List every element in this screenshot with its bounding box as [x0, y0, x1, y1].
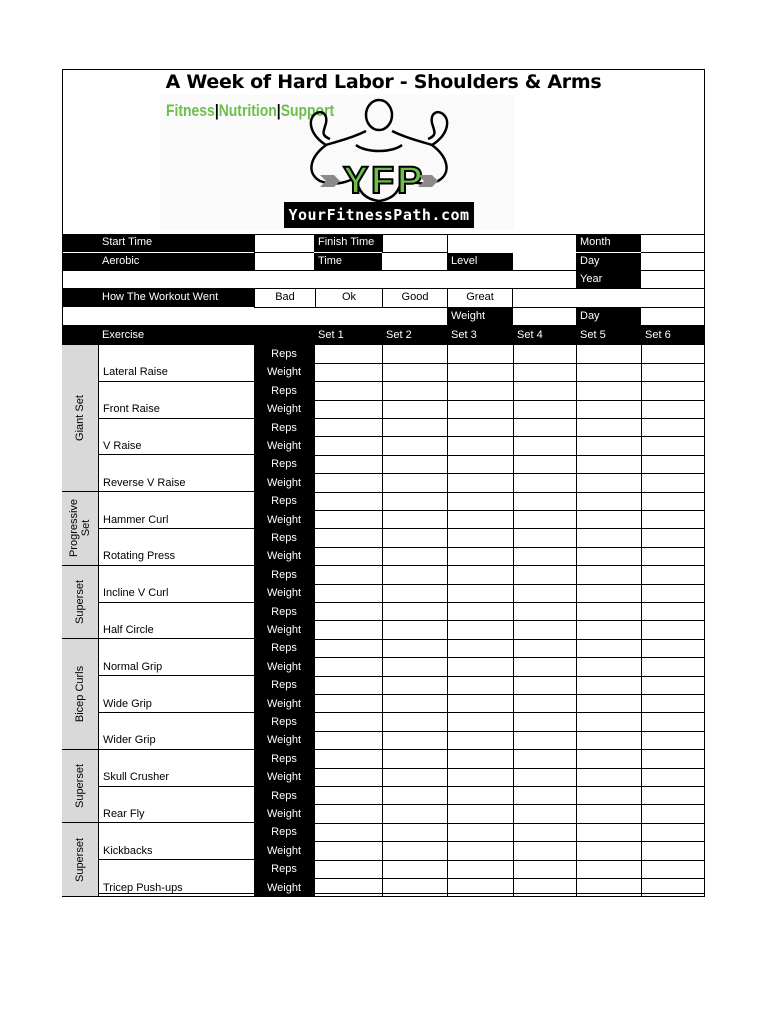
- reps-input-set-5[interactable]: [576, 676, 642, 695]
- exercise-name: Tricep Push-ups: [98, 860, 254, 897]
- reps-input-set-3[interactable]: [447, 823, 514, 842]
- logo: [160, 95, 515, 230]
- weight-label: Weight: [254, 400, 314, 418]
- rating-ok[interactable]: Ok: [315, 289, 382, 308]
- set-header-6: Set 6: [645, 329, 671, 341]
- reps-input-set-2[interactable]: [382, 566, 448, 585]
- exercise-name: Reverse V Raise: [98, 455, 254, 492]
- reps-input-set-1[interactable]: [314, 492, 383, 511]
- reps-input-set-2[interactable]: [382, 419, 448, 438]
- weight-input-set-5[interactable]: [576, 768, 642, 787]
- reps-input-set-4[interactable]: [513, 713, 577, 732]
- page-title: A Week of Hard Labor - Shoulders & Arms: [165, 71, 602, 93]
- weight-input-set-6[interactable]: [641, 584, 705, 603]
- reps-input-set-4[interactable]: [513, 860, 577, 879]
- reps-input-set-6[interactable]: [641, 492, 705, 511]
- set-header-2: Set 2: [386, 329, 412, 341]
- set-header-5: Set 5: [580, 329, 606, 341]
- reps-input-set-1[interactable]: [314, 455, 383, 474]
- reps-input-set-4[interactable]: [513, 455, 577, 474]
- time-label: Time: [314, 253, 382, 271]
- weight-input-set-1[interactable]: [314, 584, 383, 603]
- weight-input-set-1[interactable]: [314, 437, 383, 456]
- reps-input-set-2[interactable]: [382, 382, 448, 401]
- weight-input-set-5[interactable]: [576, 805, 642, 824]
- reps-input-set-3[interactable]: [447, 603, 514, 622]
- reps-input-set-6[interactable]: [641, 750, 705, 769]
- weight-input-set-4[interactable]: [513, 584, 577, 603]
- reps-input-set-1[interactable]: [314, 345, 383, 364]
- exercise-name: Front Raise: [98, 382, 254, 419]
- weight-input-set-1[interactable]: [314, 879, 383, 898]
- reps-input-set-2[interactable]: [382, 455, 448, 474]
- reps-input-set-2[interactable]: [382, 676, 448, 695]
- weight-input-set-2[interactable]: [382, 879, 448, 898]
- reps-input-set-5[interactable]: [576, 492, 642, 511]
- reps-input-set-3[interactable]: [447, 455, 514, 474]
- weight-input-set-4[interactable]: [513, 658, 577, 677]
- weight-label: Weight: [254, 842, 314, 860]
- weight-input-set-3[interactable]: [447, 584, 514, 603]
- reps-input-set-2[interactable]: [382, 860, 448, 879]
- exercise-header: Exercise: [102, 329, 145, 341]
- weight-input-set-5[interactable]: [576, 474, 642, 493]
- reps-input-set-6[interactable]: [641, 455, 705, 474]
- weight-input-set-6[interactable]: [641, 731, 705, 750]
- logo-site-name: YourFitnessPath.com: [284, 202, 474, 228]
- group-label-cell: [62, 345, 98, 492]
- reps-input-set-1[interactable]: [314, 713, 383, 732]
- weight-label: Weight: [254, 658, 314, 676]
- weight-label: Weight: [254, 621, 314, 639]
- group-label-cell: [62, 823, 98, 897]
- weight-input-set-3[interactable]: [447, 400, 514, 419]
- reps-input-set-6[interactable]: [641, 603, 705, 622]
- reps-input-set-5[interactable]: [576, 713, 642, 732]
- reps-input-set-2[interactable]: [382, 823, 448, 842]
- weight-input-set-3[interactable]: [447, 768, 514, 787]
- weight-input-set-4[interactable]: [513, 879, 577, 898]
- tagline-nutrition: Nutrition: [218, 101, 277, 120]
- rating-good[interactable]: Good: [382, 289, 447, 308]
- weight-label: Weight: [254, 695, 314, 713]
- weight-input-set-6[interactable]: [641, 437, 705, 456]
- group-label: Superset: [74, 837, 86, 882]
- tagline-support: Support: [280, 101, 335, 120]
- reps-input-set-5[interactable]: [576, 787, 642, 806]
- reps-label: Reps: [254, 639, 314, 657]
- exercise-name: V Raise: [98, 419, 254, 456]
- weight-input-set-5[interactable]: [576, 437, 642, 456]
- reps-input-set-5[interactable]: [576, 639, 642, 658]
- reps-input-set-1[interactable]: [314, 750, 383, 769]
- weight-input-set-4[interactable]: [513, 731, 577, 750]
- logo-letter-p: P: [397, 160, 423, 202]
- reps-input-set-6[interactable]: [641, 382, 705, 401]
- reps-input-set-5[interactable]: [576, 419, 642, 438]
- weight-input-set-6[interactable]: [641, 511, 705, 530]
- reps-input-set-6[interactable]: [641, 787, 705, 806]
- day2-label: Day: [576, 308, 641, 326]
- reps-label: Reps: [254, 529, 314, 547]
- reps-input-set-5[interactable]: [576, 529, 642, 548]
- weight-input-set-1[interactable]: [314, 474, 383, 493]
- weight-input-set-2[interactable]: [382, 400, 448, 419]
- weight-input-set-3[interactable]: [447, 805, 514, 824]
- rating-notes-field[interactable]: [513, 289, 705, 308]
- level-field[interactable]: [513, 253, 576, 271]
- reps-input-set-6[interactable]: [641, 860, 705, 879]
- group-label-cell: [62, 566, 98, 640]
- aerobic-field[interactable]: [254, 253, 314, 271]
- weight-input-set-2[interactable]: [382, 768, 448, 787]
- how-workout-went-label: How The Workout Went: [102, 291, 219, 303]
- weight-input-set-6[interactable]: [641, 363, 705, 382]
- weight-input-set-6[interactable]: [641, 474, 705, 493]
- weight-input-set-1[interactable]: [314, 400, 383, 419]
- weight-input-set-2[interactable]: [382, 437, 448, 456]
- reps-input-set-2[interactable]: [382, 492, 448, 511]
- reps-input-set-1[interactable]: [314, 676, 383, 695]
- start-time-field[interactable]: [254, 234, 314, 253]
- year-label: Year: [576, 271, 641, 289]
- reps-label: Reps: [254, 603, 314, 621]
- weight-input-set-1[interactable]: [314, 363, 383, 382]
- weight-input-set-3[interactable]: [447, 363, 514, 382]
- weight-input-set-4[interactable]: [513, 547, 577, 566]
- exercise-name: Rotating Press: [98, 529, 254, 566]
- weight-input-set-4[interactable]: [513, 474, 577, 493]
- weight-input-set-1[interactable]: [314, 511, 383, 530]
- group-label: Superset: [74, 580, 86, 625]
- exercise-name: Kickbacks: [98, 823, 254, 860]
- reps-input-set-6[interactable]: [641, 713, 705, 732]
- aerobic-label: Aerobic: [102, 255, 140, 267]
- reps-label: Reps: [254, 860, 314, 878]
- reps-input-set-6[interactable]: [641, 676, 705, 695]
- weight-label: Weight: [254, 584, 314, 602]
- reps-input-set-4[interactable]: [513, 823, 577, 842]
- weight-input-set-6[interactable]: [641, 768, 705, 787]
- weight-input-set-6[interactable]: [641, 658, 705, 677]
- weight-input-set-2[interactable]: [382, 695, 448, 714]
- weight-input-set-1[interactable]: [314, 695, 383, 714]
- weight-input-set-5[interactable]: [576, 511, 642, 530]
- weight-input-set-1[interactable]: [314, 658, 383, 677]
- reps-input-set-6[interactable]: [641, 345, 705, 364]
- exercise-name: Wide Grip: [98, 676, 254, 713]
- reps-input-set-6[interactable]: [641, 529, 705, 548]
- weight-input-set-6[interactable]: [641, 400, 705, 419]
- reps-input-set-6[interactable]: [641, 566, 705, 585]
- weight-input-set-1[interactable]: [314, 805, 383, 824]
- weight-label: Weight: [447, 308, 513, 326]
- weight-input-set-2[interactable]: [382, 584, 448, 603]
- reps-input-set-6[interactable]: [641, 639, 705, 658]
- reps-input-set-3[interactable]: [447, 676, 514, 695]
- weight-input-set-3[interactable]: [447, 437, 514, 456]
- exercise-name: Wider Grip: [98, 713, 254, 750]
- weight-input-set-1[interactable]: [314, 731, 383, 750]
- reps-label: Reps: [254, 823, 314, 841]
- reps-input-set-4[interactable]: [513, 419, 577, 438]
- reps-input-set-1[interactable]: [314, 787, 383, 806]
- reps-input-set-1[interactable]: [314, 529, 383, 548]
- reps-input-set-5[interactable]: [576, 345, 642, 364]
- reps-input-set-5[interactable]: [576, 455, 642, 474]
- weight-input-set-1[interactable]: [314, 621, 383, 640]
- reps-input-set-1[interactable]: [314, 382, 383, 401]
- finish-time-label: Finish Time: [314, 234, 382, 252]
- weight-input-set-5[interactable]: [576, 547, 642, 566]
- reps-label: Reps: [254, 787, 314, 805]
- logo-letter-f: F: [371, 160, 395, 202]
- weight-input-set-2[interactable]: [382, 547, 448, 566]
- level-label: Level: [447, 253, 513, 271]
- weight-input-set-5[interactable]: [576, 363, 642, 382]
- weight-input-set-4[interactable]: [513, 437, 577, 456]
- reps-input-set-1[interactable]: [314, 860, 383, 879]
- weight-input-set-2[interactable]: [382, 621, 448, 640]
- reps-input-set-2[interactable]: [382, 345, 448, 364]
- weight-input-set-4[interactable]: [513, 400, 577, 419]
- weight-field[interactable]: [513, 308, 576, 326]
- exercise-name: Rear Fly: [98, 787, 254, 824]
- reps-input-set-4[interactable]: [513, 529, 577, 548]
- weight-label: Weight: [254, 474, 314, 492]
- reps-input-set-2[interactable]: [382, 603, 448, 622]
- day-label: Day: [576, 253, 641, 271]
- weight-label: Weight: [254, 363, 314, 381]
- weight-input-set-6[interactable]: [641, 547, 705, 566]
- exercise-name: Skull Crusher: [98, 750, 254, 787]
- exercise-name: Hammer Curl: [98, 492, 254, 529]
- weight-input-set-4[interactable]: [513, 695, 577, 714]
- reps-label: Reps: [254, 713, 314, 731]
- logo-letter-y: Y: [343, 160, 369, 202]
- reps-input-set-3[interactable]: [447, 492, 514, 511]
- weight-label: Weight: [254, 731, 314, 749]
- reps-input-set-3[interactable]: [447, 419, 514, 438]
- reps-label: Reps: [254, 492, 314, 510]
- reps-input-set-4[interactable]: [513, 639, 577, 658]
- reps-input-set-3[interactable]: [447, 382, 514, 401]
- reps-label: Reps: [254, 676, 314, 694]
- exercise-name: Half Circle: [98, 603, 254, 640]
- weight-input-set-3[interactable]: [447, 474, 514, 493]
- reps-input-set-1[interactable]: [314, 566, 383, 585]
- rating-bad[interactable]: Bad: [254, 289, 315, 308]
- reps-label: Reps: [254, 419, 314, 437]
- day-field[interactable]: [641, 253, 705, 271]
- weight-input-set-3[interactable]: [447, 547, 514, 566]
- reps-input-set-4[interactable]: [513, 345, 577, 364]
- reps-input-set-2[interactable]: [382, 787, 448, 806]
- exercise-name: Lateral Raise: [98, 345, 254, 382]
- reps-input-set-2[interactable]: [382, 639, 448, 658]
- weight-input-set-2[interactable]: [382, 363, 448, 382]
- reps-input-set-1[interactable]: [314, 639, 383, 658]
- reps-input-set-1[interactable]: [314, 419, 383, 438]
- reps-input-set-5[interactable]: [576, 860, 642, 879]
- set-header-4: Set 4: [517, 329, 543, 341]
- reps-input-set-3[interactable]: [447, 713, 514, 732]
- group-label: Progressive Set: [68, 499, 92, 558]
- weight-input-set-3[interactable]: [447, 879, 514, 898]
- reps-input-set-2[interactable]: [382, 750, 448, 769]
- weight-input-set-3[interactable]: [447, 621, 514, 640]
- reps-input-set-3[interactable]: [447, 345, 514, 364]
- weight-label: Weight: [254, 768, 314, 786]
- weight-label: Weight: [254, 805, 314, 823]
- weight-input-set-2[interactable]: [382, 805, 448, 824]
- finish-time-field-2[interactable]: [447, 234, 576, 253]
- weight-input-set-3[interactable]: [447, 842, 514, 861]
- tagline-fitness: Fitness: [166, 101, 215, 120]
- month-label: Month: [576, 234, 641, 252]
- weight-input-set-3[interactable]: [447, 658, 514, 677]
- reps-input-set-4[interactable]: [513, 492, 577, 511]
- reps-input-set-4[interactable]: [513, 750, 577, 769]
- weight-input-set-2[interactable]: [382, 658, 448, 677]
- weight-input-set-4[interactable]: [513, 511, 577, 530]
- reps-input-set-5[interactable]: [576, 603, 642, 622]
- weight-input-set-6[interactable]: [641, 621, 705, 640]
- weight-input-set-2[interactable]: [382, 474, 448, 493]
- weight-input-set-2[interactable]: [382, 731, 448, 750]
- reps-input-set-5[interactable]: [576, 823, 642, 842]
- reps-input-set-4[interactable]: [513, 566, 577, 585]
- month-field[interactable]: [641, 234, 705, 253]
- weight-input-set-6[interactable]: [641, 842, 705, 861]
- weight-label: Weight: [254, 879, 314, 897]
- reps-label: Reps: [254, 455, 314, 473]
- weight-label: Weight: [254, 511, 314, 529]
- reps-input-set-4[interactable]: [513, 382, 577, 401]
- weight-input-set-4[interactable]: [513, 768, 577, 787]
- time-field[interactable]: [382, 253, 447, 271]
- group-label: Bicep Curls: [74, 665, 86, 723]
- reps-input-set-3[interactable]: [447, 566, 514, 585]
- reps-label: Reps: [254, 750, 314, 768]
- weight-input-set-2[interactable]: [382, 511, 448, 530]
- logo-tagline: Fitness|Nutrition|Support: [166, 101, 335, 120]
- weight-input-set-2[interactable]: [382, 842, 448, 861]
- weight-input-set-6[interactable]: [641, 879, 705, 898]
- reps-input-set-4[interactable]: [513, 676, 577, 695]
- reps-input-set-2[interactable]: [382, 713, 448, 732]
- weight-input-set-4[interactable]: [513, 621, 577, 640]
- reps-input-set-3[interactable]: [447, 639, 514, 658]
- reps-input-set-3[interactable]: [447, 529, 514, 548]
- reps-input-set-5[interactable]: [576, 750, 642, 769]
- reps-input-set-1[interactable]: [314, 603, 383, 622]
- reps-label: Reps: [254, 345, 314, 363]
- weight-input-set-1[interactable]: [314, 547, 383, 566]
- weight-input-set-5[interactable]: [576, 842, 642, 861]
- weight-input-set-5[interactable]: [576, 695, 642, 714]
- reps-label: Reps: [254, 566, 314, 584]
- weight-input-set-1[interactable]: [314, 842, 383, 861]
- weight-input-set-4[interactable]: [513, 842, 577, 861]
- reps-input-set-2[interactable]: [382, 529, 448, 548]
- weight-input-set-3[interactable]: [447, 695, 514, 714]
- weight-input-set-6[interactable]: [641, 805, 705, 824]
- reps-input-set-5[interactable]: [576, 382, 642, 401]
- reps-input-set-1[interactable]: [314, 823, 383, 842]
- exercise-name: Normal Grip: [98, 639, 254, 676]
- reps-input-set-4[interactable]: [513, 603, 577, 622]
- weight-label: Weight: [254, 547, 314, 565]
- reps-input-set-5[interactable]: [576, 566, 642, 585]
- weight-input-set-5[interactable]: [576, 584, 642, 603]
- group-label: Superset: [74, 764, 86, 809]
- weight-label: Weight: [254, 437, 314, 455]
- weight-input-set-4[interactable]: [513, 805, 577, 824]
- weight-input-set-3[interactable]: [447, 731, 514, 750]
- weight-input-set-5[interactable]: [576, 400, 642, 419]
- weight-input-set-6[interactable]: [641, 695, 705, 714]
- weight-input-set-4[interactable]: [513, 363, 577, 382]
- set-header-1: Set 1: [318, 329, 344, 341]
- reps-input-set-3[interactable]: [447, 787, 514, 806]
- set-header-3: Set 3: [451, 329, 477, 341]
- exercise-name: Incline V Curl: [98, 566, 254, 603]
- weight-input-set-3[interactable]: [447, 511, 514, 530]
- reps-label: Reps: [254, 382, 314, 400]
- weight-input-set-5[interactable]: [576, 879, 642, 898]
- reps-input-set-3[interactable]: [447, 860, 514, 879]
- weight-input-set-5[interactable]: [576, 731, 642, 750]
- year-field[interactable]: [641, 271, 705, 289]
- reps-input-set-6[interactable]: [641, 823, 705, 842]
- weight-input-set-1[interactable]: [314, 768, 383, 787]
- start-time-label: Start Time: [102, 236, 153, 248]
- reps-input-set-6[interactable]: [641, 419, 705, 438]
- finish-time-field[interactable]: [382, 234, 447, 253]
- rating-great[interactable]: Great: [447, 289, 513, 308]
- reps-input-set-3[interactable]: [447, 750, 514, 769]
- weight-input-set-5[interactable]: [576, 621, 642, 640]
- reps-input-set-4[interactable]: [513, 787, 577, 806]
- day2-field[interactable]: [641, 308, 705, 326]
- weight-input-set-5[interactable]: [576, 658, 642, 677]
- group-label: Giant Set: [74, 395, 86, 442]
